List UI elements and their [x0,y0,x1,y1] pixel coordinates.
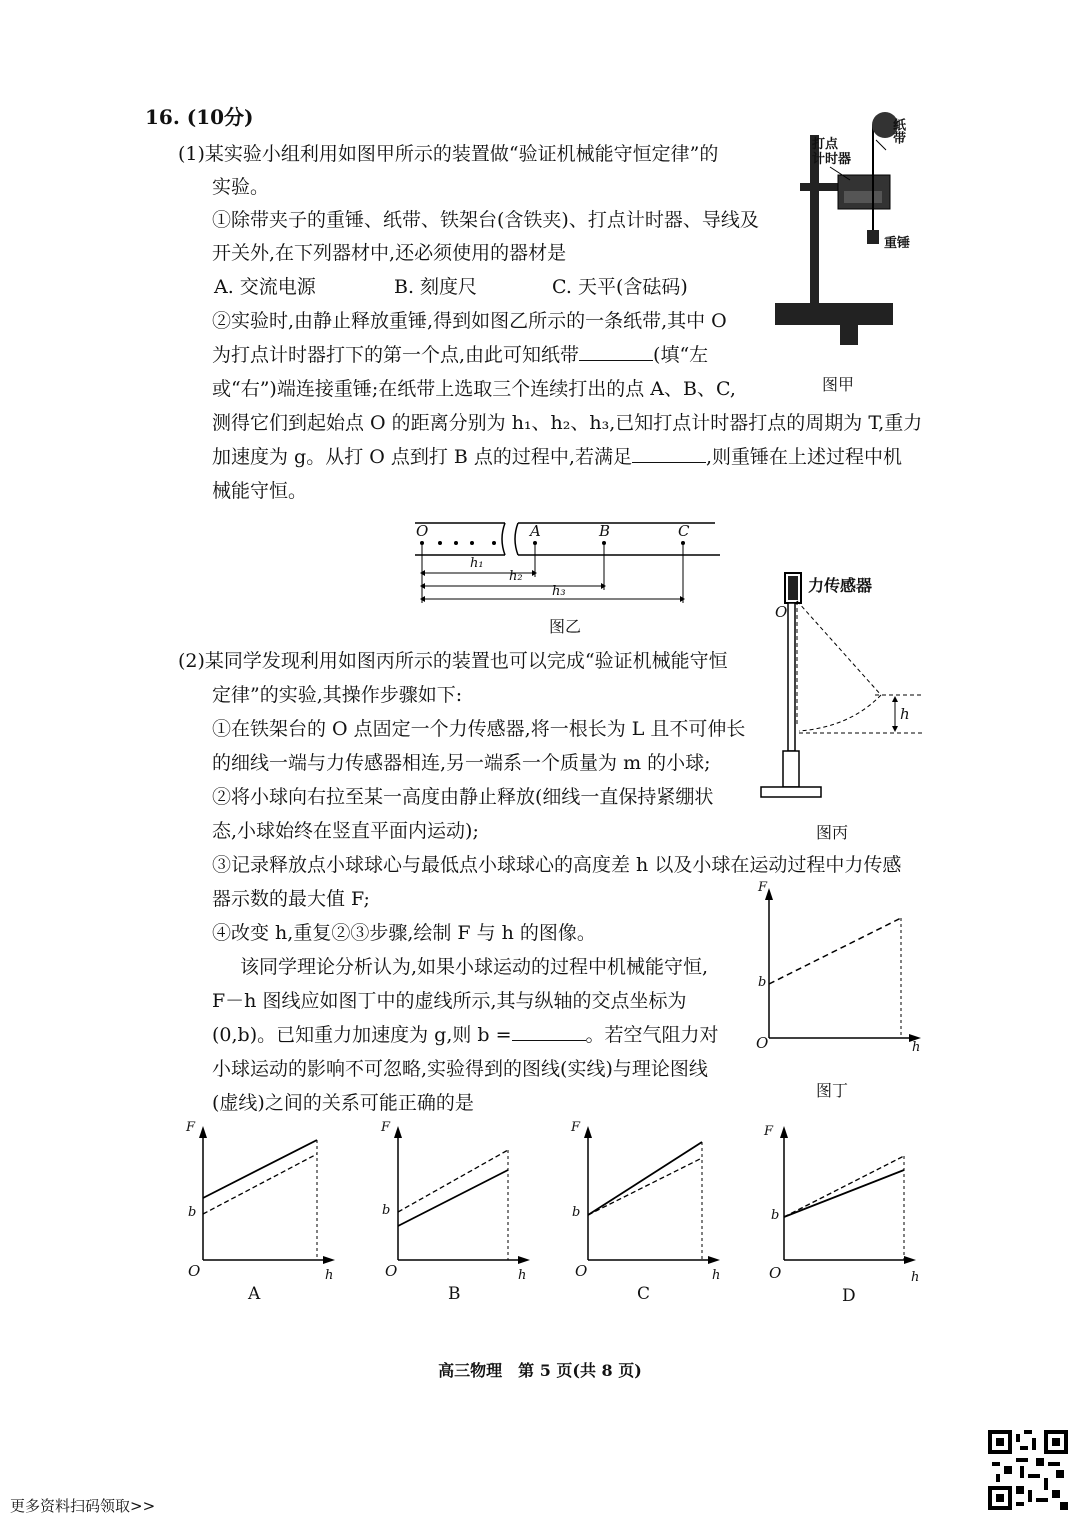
timer-label-line2: 计时器 [812,152,852,167]
option-a-h: h [325,1268,334,1283]
option-d-b: b [771,1208,780,1223]
option-a-label[interactable]: A [248,1284,261,1304]
part2-line-5: ②将小球向右拉至某一高度由静止释放(细线一直保持紧绷状 [212,786,714,808]
figure-ding-caption: 图丁 [816,1081,849,1100]
timer-label-line1: 打点 [812,137,839,152]
option-c-label[interactable]: C [637,1284,651,1304]
promo-text[interactable]: 更多资料扫码领取>> [10,1497,156,1515]
figure-ding-h-label: h [912,1040,921,1055]
part2-line-6: 态,小球始终在竖直平面内运动); [212,820,479,842]
option-c-graph [570,1120,720,1270]
figure-ding-b-label: b [758,975,767,990]
option-c-f: F [571,1120,581,1135]
tape-point-c: C [678,522,690,540]
tape-h3: h₃ [552,584,566,599]
part2-line-8: 器示数的最大值 F; [212,888,370,910]
figure-ding-f-label: F [758,880,768,895]
option-b-graph [380,1120,530,1270]
option-a-o: O [188,1262,201,1280]
part1-line-7b: (填“左 [653,344,709,366]
part1-line-9: 测得它们到起始点 O 的距离分别为 h₁、h₂、h₃,已知打点计时器打点的周期为 T,重力 [212,412,923,434]
part2-line-1: (2)某同学发现利用如图丙所示的装置也可以完成“验证机械能守恒 [178,650,728,672]
option-a-text: A. 交流电源 [214,276,316,298]
question-number: 16. (10分) [145,105,254,129]
figure-ding-graph [755,880,930,1055]
part2-line-2: 定律”的实验,其操作步骤如下: [212,684,463,706]
option-c-text: C. 天平(含砝码) [552,276,688,298]
option-d-o: O [769,1264,782,1282]
option-b-b: b [382,1203,391,1218]
part1-line-10b: ,则重锤在上述过程中机 [705,446,902,468]
figure-bing-caption: 图丙 [816,823,849,842]
option-d-f: F [764,1124,774,1139]
tape-point-a: A [530,522,541,540]
part2-line-14: (虚线)之间的关系可能正确的是 [212,1092,474,1114]
part2-line-13: 小球运动的影响不可忽略,实验得到的图线(实线)与理论图线 [212,1058,708,1080]
page-footer: 高三物理 第 5 页(共 8 页) [438,1361,642,1380]
part2-line-10: 该同学理论分析认为,如果小球运动的过程中机械能守恒, [240,956,709,978]
answer-blank-3[interactable] [512,1024,586,1041]
tape-point-b: B [599,522,611,540]
figure-jia-tape-label: 纸带 [890,118,905,144]
figure-bing-h-label: h [900,705,910,723]
part1-line-10a: 加速度为 g。从打 O 点到打 B 点的过程中,若满足 [212,446,632,468]
figure-bing-pendulum [755,565,925,805]
option-a-graph [185,1120,335,1270]
part1-line-6: ②实验时,由静止释放重锤,得到如图乙所示的一条纸带,其中 O [212,310,727,332]
part2-line-12a: (0,b)。已知重力加速度为 g,则 b = [212,1024,512,1046]
option-a-b: b [188,1205,197,1220]
option-c-o: O [575,1262,588,1280]
option-b-f: F [381,1120,391,1135]
figure-jia-caption: 图甲 [822,375,855,394]
part2-line-11: F－h 图线应如图丁中的虚线所示,其与纵轴的交点坐标为 [212,990,687,1012]
option-b-h: h [518,1268,527,1283]
answer-blank-2[interactable] [632,446,706,463]
part1-line-10 [212,444,902,470]
part2-line-12b: 。若空气阻力对 [585,1024,719,1046]
part1-line-3: ①除带夹子的重锤、纸带、铁架台(含铁夹)、打点计时器、导线及 [212,209,759,231]
figure-ding-o-label: O [756,1034,769,1052]
tape-h1: h₁ [470,556,484,571]
option-c-b: b [572,1205,581,1220]
figure-bing-sensor-label: 力传感器 [808,576,873,595]
part1-line-1: (1)某实验小组利用如图甲所示的装置做“验证机械能守恒定律”的 [178,143,719,165]
part2-line-12 [212,1022,719,1048]
part2-line-9: ④改变 h,重复②③步骤,绘制 F 与 h 的图像。 [212,922,596,944]
option-a-f: F [186,1120,196,1135]
tape-point-o: O [416,522,429,540]
part2-line-7: ③记录释放点小球球心与最低点小球球心的高度差 h 以及小球在运动过程中力传感 [212,854,902,876]
option-b-text: B. 刻度尺 [394,276,478,298]
option-b-label[interactable]: B [448,1284,461,1304]
option-d-h: h [911,1270,920,1285]
option-c-h: h [712,1268,721,1283]
figure-jia-weight-label: 重锤 [884,236,911,251]
figure-jia-timer-label [812,137,851,167]
part1-line-2: 实验。 [212,176,270,198]
part1-line-7a: 为打点计时器打下的第一个点,由此可知纸带 [212,344,580,366]
qr-code-icon[interactable] [988,1430,1068,1510]
part2-line-4: 的细线一端与力传感器相连,另一端系一个质量为 m 的小球; [212,752,711,774]
option-d-label[interactable]: D [842,1286,856,1306]
part1-line-11: 械能守恒。 [212,480,308,502]
figure-yi-caption: 图乙 [549,617,582,636]
option-b-o: O [385,1262,398,1280]
tape-h2: h₂ [509,569,523,584]
part1-line-4: 开关外,在下列器材中,还必须使用的器材是 [212,242,567,264]
figure-bing-o-label: O [775,603,788,621]
part2-line-3: ①在铁架台的 O 点固定一个力传感器,将一根长为 L 且不可伸长 [212,718,746,740]
option-d-graph [766,1120,916,1270]
answer-blank-1[interactable] [579,344,653,361]
part1-line-7 [212,342,708,368]
part1-line-8: 或“右”)端连接重锤;在纸带上选取三个连续打出的点 A、B、C, [212,378,736,400]
